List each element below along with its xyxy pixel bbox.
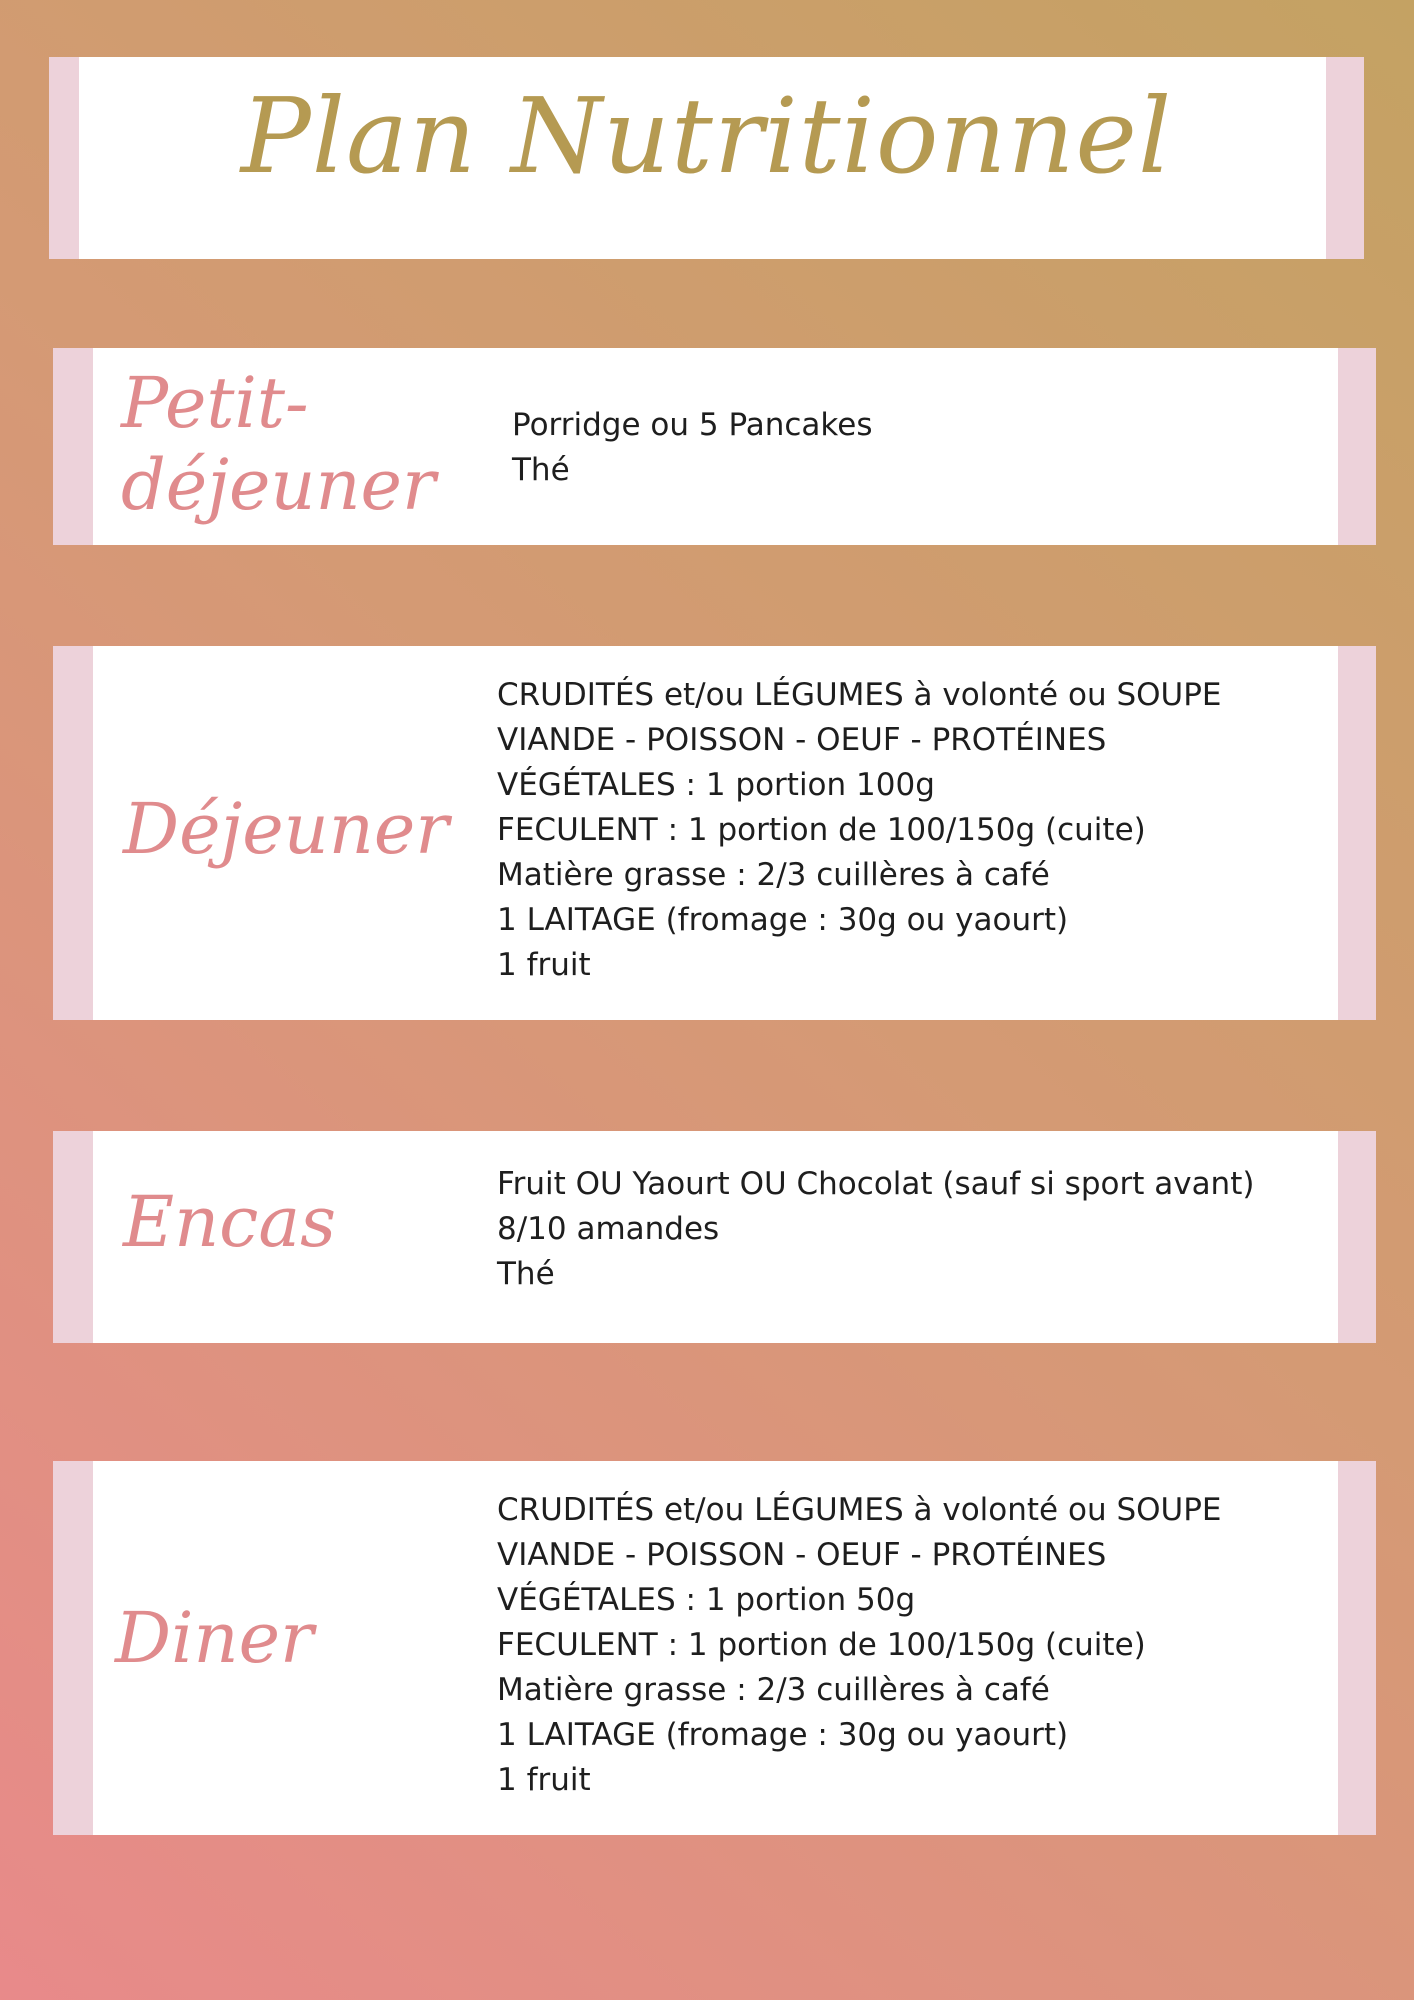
meal-card-right-edge — [1338, 348, 1376, 545]
meal-item: 8/10 amandes — [497, 1211, 720, 1247]
meal-item: Fruit OU Yaourt OU Chocolat (sauf si sport avant) — [497, 1166, 1255, 1202]
meal-item: 1 LAITAGE (fromage : 30g ou yaourt) — [497, 1717, 1069, 1753]
meal-card-left-edge — [53, 348, 93, 545]
meal-title-petit-dejeuner — [121, 362, 501, 526]
meal-card-left-edge — [53, 1461, 93, 1835]
meal-item: CRUDITÉS et/ou LÉGUMES à volonté ou SOUPE — [497, 677, 1222, 713]
meal-items-dejeuner — [497, 673, 1336, 988]
meal-card-diner — [53, 1461, 1376, 1835]
meal-card-left-edge — [53, 1131, 93, 1343]
meal-items-diner — [497, 1488, 1336, 1803]
meal-card-right-edge — [1338, 1461, 1376, 1835]
meal-item: 1 fruit — [497, 947, 591, 983]
meal-items-encas — [497, 1162, 1336, 1297]
meal-title-line-2: déjeuner — [121, 444, 436, 526]
meal-item: FECULENT : 1 portion de 100/150g (cuite) — [497, 1627, 1146, 1663]
meal-card-dejeuner — [53, 646, 1376, 1020]
meal-item: 1 LAITAGE (fromage : 30g ou yaourt) — [497, 902, 1069, 938]
meal-card-petit-dejeuner — [53, 348, 1376, 545]
meal-item: CRUDITÉS et/ou LÉGUMES à volonté ou SOUPE — [497, 1492, 1222, 1528]
meal-item: VIANDE - POISSON - OEUF - PROTÉINES — [497, 1537, 1107, 1573]
meal-item: 1 fruit — [497, 1762, 591, 1798]
meal-card-right-edge — [1338, 646, 1376, 1020]
meal-items-petit-dejeuner — [512, 403, 1336, 493]
meal-title-diner: Diner — [115, 1597, 314, 1679]
meal-title-dejeuner: Déjeuner — [123, 788, 449, 870]
meal-title-encas: Encas — [123, 1181, 337, 1263]
meal-item: VÉGÉTALES : 1 portion 100g — [497, 767, 935, 803]
meal-item: Thé — [512, 452, 570, 488]
meal-card-right-edge — [1338, 1131, 1376, 1343]
meal-item: Porridge ou 5 Pancakes — [512, 407, 873, 443]
meal-item: Matière grasse : 2/3 cuillères à café — [497, 857, 1050, 893]
meal-item: Matière grasse : 2/3 cuillères à café — [497, 1672, 1050, 1708]
meal-item: VIANDE - POISSON - OEUF - PROTÉINES — [497, 722, 1107, 758]
meal-item: VÉGÉTALES : 1 portion 50g — [497, 1582, 916, 1618]
meal-card-encas — [53, 1131, 1376, 1343]
meal-title-line-1: Petit- — [121, 362, 309, 444]
meal-item: FECULENT : 1 portion de 100/150g (cuite) — [497, 812, 1146, 848]
title-card — [49, 57, 1364, 259]
meal-item: Thé — [497, 1256, 555, 1292]
page-title: Plan Nutritionnel — [240, 75, 1173, 197]
meal-card-left-edge — [53, 646, 93, 1020]
